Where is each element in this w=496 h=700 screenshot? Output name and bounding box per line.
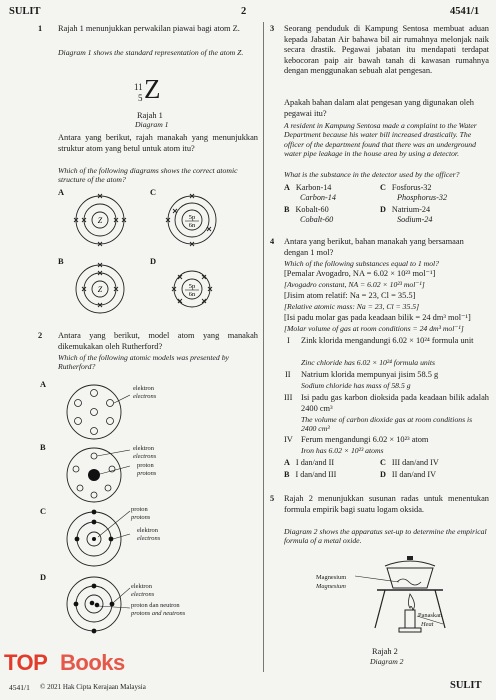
q4-const-4: [Relative atomic mass: Na = 23, Cl = 35.5] — [284, 302, 420, 311]
q1-number: 1 — [38, 24, 43, 33]
q4-item-4-en: Iron has 6.02 × 10²³ atoms — [301, 446, 384, 455]
q4-item-4-ms: Ferum mengandungi 6.02 × 10²³ atom — [301, 435, 429, 444]
q3-text-en: A resident in Kampung Sentosa made a complaint to the Water Department because his water bill increased drastically. The officer of the department found that there was an underground water pipe leakage in the house area by using a detector. — [284, 121, 477, 159]
q2-c-electron-en: electrons — [137, 535, 161, 542]
q2-number: 2 — [38, 331, 43, 340]
q4-item-1-en: Zinc chloride has 6.02 × 10²⁴ formula units — [301, 358, 436, 367]
q1-option-b[interactable]: B — [58, 257, 64, 266]
q5-text-ms: Rajah 2 menunjukkan susunan radas untuk menentukan formula empirik bagi suatu logam oksida. — [284, 494, 489, 514]
footer-sulit: SULIT — [450, 680, 482, 691]
q5-label-heat-en: Heat — [421, 621, 434, 628]
q4-item-3-en: The volume of carbon dioxide gas at room conditions is 2400 cm³ — [301, 415, 473, 434]
q2-d-pn-ms: proton dan neutron — [131, 602, 180, 609]
q5-label-magnesium-ms: Magnesium — [316, 574, 347, 581]
q2-b-proton-ms: proton — [137, 462, 154, 469]
q4-text-ms: Antara yang berikut, bahan manakah yang bersamaan dengan 1 mol? — [284, 237, 464, 257]
q4-item-4-roman: IV — [284, 435, 293, 444]
mass-number: 11 — [134, 82, 143, 92]
q2-d-pn-en: protons and neutrons — [131, 610, 186, 617]
q1-c-5p: 5p — [188, 214, 196, 221]
footer-code: 4541/1 — [9, 683, 30, 692]
q4-number: 4 — [270, 237, 275, 246]
q3-answer-a-en: Carbon-14 — [300, 193, 336, 202]
q2-option-b[interactable]: B — [40, 443, 46, 452]
q2-b-electron-ms: elektron — [133, 445, 154, 452]
q4-const-1: [Pemalar Avogadro, NA = 6.02 × 10²³ mol⁻¹] — [284, 269, 436, 278]
q3-ask-ms: Apakah bahan dalam alat pengesan yang digunakan oleh pegawai itu? — [284, 98, 474, 118]
watermark-top: TOP — [4, 650, 48, 675]
q5-caption-ms: Rajah 2 — [372, 647, 398, 656]
q2-option-a[interactable]: A — [40, 380, 47, 389]
q4-answer-a[interactable]: A I dan/and II — [284, 458, 335, 467]
q1-atom-b — [68, 258, 132, 320]
q2-b-electron-en: electrons — [133, 453, 157, 460]
q4-item-3-ms: Isi padu gas karbon dioksida pada keadaan bilik adalah 2400 cm³ — [301, 393, 489, 413]
q2-option-d[interactable]: D — [40, 573, 47, 582]
q3-number: 3 — [270, 24, 275, 33]
q3-answer-b-en: Cobalt-60 — [300, 215, 334, 224]
q4-text-en: Which of the following substances equal to 1 mol? — [284, 259, 440, 268]
q2-c-proton-ms: proton — [131, 506, 148, 513]
q2-a-label-ms: elektron — [133, 385, 154, 392]
q2-option-c[interactable]: C — [40, 507, 47, 516]
q1-ask-en: Which of the following diagrams shows the correct atomic structure of the atom? — [58, 166, 238, 185]
watermark-books: Books — [60, 650, 125, 675]
q3-answer-c-en: Phosphorus-32 — [397, 193, 448, 202]
q1-atom-d — [160, 258, 224, 320]
q2-a-label-en: electrons — [133, 393, 157, 400]
paper-code: 4541/1 — [450, 6, 480, 17]
q2-b-proton-en: protons — [137, 470, 157, 477]
q2-d-electron-ms: elektron — [131, 583, 152, 590]
q2-d-electron-en: electrons — [131, 591, 155, 598]
q4-item-1-ms: Zink klorida mengandungi 6.02 × 10²⁴ formula unit — [301, 336, 474, 345]
q3-answer-b[interactable]: B Kobalt-60 — [284, 205, 329, 214]
q4-const-3: [Jisim atom relatif: Na = 23, Cl = 35.5] — [284, 291, 416, 300]
q4-item-2-roman: II — [285, 370, 291, 379]
footer-copyright: © 2021 Hak Cipta Kerajaan Malaysia — [40, 683, 146, 691]
q2-model-b — [62, 444, 132, 506]
q4-item-3-roman: III — [284, 393, 293, 402]
q4-const-6: [Molar volume of gas at room conditions = 24 dm³ mol⁻¹] — [284, 324, 464, 333]
q2-c-proton-en: protons — [131, 514, 151, 521]
q1-text-en: Diagram 1 shows the standard representation of the atom Z. — [58, 48, 244, 57]
q1-a-nucleus: Z — [97, 216, 103, 225]
q1-option-a[interactable]: A — [58, 188, 65, 197]
q5-label-heat-ms: Panaskan — [418, 612, 443, 619]
q3-ask-en: What is the substance in the detector used by the officer? — [284, 170, 460, 179]
q5-number: 5 — [270, 494, 275, 503]
q3-answer-d-en: Sodium-24 — [397, 215, 433, 224]
q4-item-1-roman: I — [287, 336, 290, 345]
q4-answer-c[interactable]: C III dan/and IV — [380, 458, 439, 467]
q1-ask-ms: Antara yang berikut, rajah manakah yang menunjukkan struktur atom yang betul untuk atom itu? — [58, 133, 258, 153]
q5-caption-en: Diagram 2 — [370, 657, 404, 666]
q3-answer-a[interactable]: A Karbon-14 — [284, 183, 332, 192]
q1-atom-c — [160, 189, 224, 251]
q1-caption-en: Diagram 1 — [135, 120, 169, 129]
q3-text-ms: Seorang penduduk di Kampung Sentosa membuat aduan kepada Jabatan Air bahawa bil air rumahnya melonjak naik secara drastik. Pegawai jabatan itu mendapati terdapat kebocoran paip air bawah tanah di kawasan rumahnya dengan menggunakan sebuah alat pengesan. — [284, 24, 489, 76]
q4-item-2-en: Sodium chloride has mass of 58.5 g — [301, 381, 411, 390]
q1-option-c[interactable]: C — [150, 188, 157, 197]
q2-c-electron-ms: elektron — [137, 527, 158, 534]
q1-d-6n: 6n — [188, 291, 196, 298]
q3-answer-d[interactable]: D Natrium-24 — [380, 205, 431, 214]
q3-answer-c[interactable]: C Fosforus-32 — [380, 183, 432, 192]
column-divider — [263, 22, 264, 672]
atom-symbol: Z — [144, 74, 161, 104]
q2-model-c — [62, 507, 132, 571]
q5-apparatus — [355, 546, 475, 638]
proton-number: 5 — [138, 93, 143, 103]
q4-const-2: [Avogadro constant, NA = 6.02 × 10²³ mol⁻¹] — [284, 280, 425, 289]
q2-text-ms: Antara yang berikut, model atom yang manakah dikemukakan oleh Rutherford? — [58, 331, 258, 351]
q4-answer-d[interactable]: D II dan/and IV — [380, 470, 437, 479]
q5-text-en: Diagram 2 shows the apparatus set-up to determine the empirical formula of a metal oxide. — [284, 527, 487, 546]
q1-c-6n: 6n — [188, 222, 196, 229]
q1-text-ms: Rajah 1 menunjukkan perwakilan piawai bagi atom Z. — [58, 24, 240, 33]
q1-caption-ms: Rajah 1 — [137, 111, 163, 120]
q2-model-d — [62, 572, 132, 636]
q1-atom-a — [68, 189, 132, 251]
q1-option-d[interactable]: D — [150, 257, 157, 266]
q1-d-5p: 5p — [188, 283, 196, 290]
q5-label-magnesium-en: Magnesium — [316, 583, 346, 590]
header-sulit: SULIT — [9, 6, 41, 17]
page-number: 2 — [241, 6, 247, 17]
q2-text-en: Which of the following atomic models was presented by Rutherford? — [58, 353, 229, 372]
q4-item-2-ms: Natrium klorida mempunyai jisim 58.5 g — [301, 370, 439, 379]
q4-const-5: [Isi padu molar gas pada keadaan bilik = 24 dm³ mol⁻¹] — [284, 313, 471, 322]
q1-b-nucleus: Z — [97, 285, 103, 294]
q2-model-a — [62, 381, 132, 443]
q4-answer-b[interactable]: B I dan/and III — [284, 470, 337, 479]
